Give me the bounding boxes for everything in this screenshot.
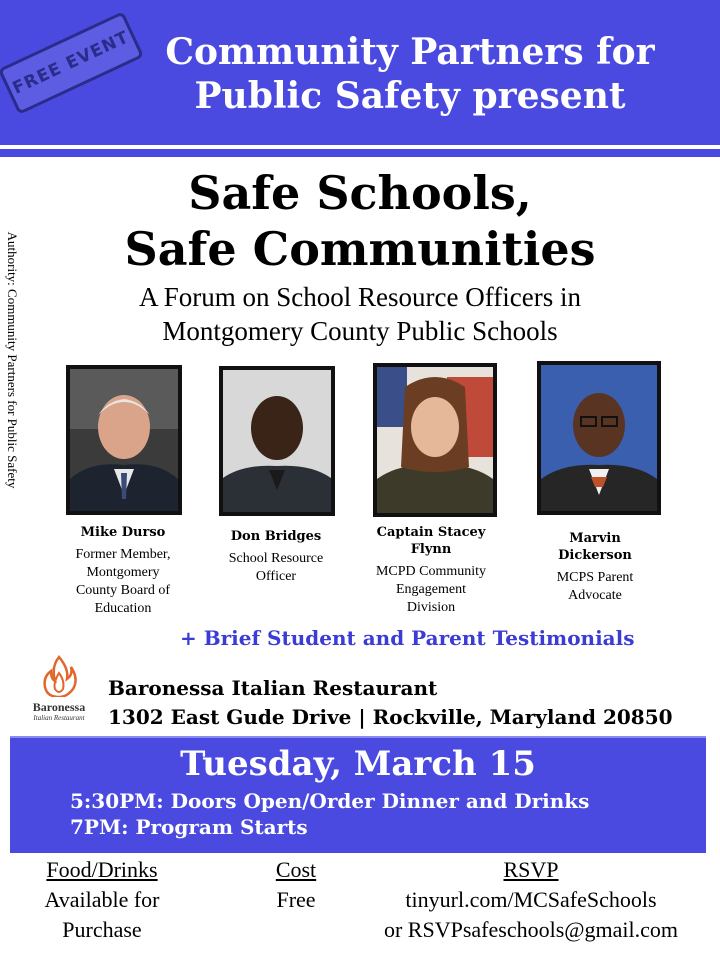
speaker-role-line: County Board of (75, 583, 171, 598)
food-drinks-label: Food/Drinks (46, 857, 158, 882)
speaker-role-line: Former Member, (75, 547, 171, 562)
speaker-name (360, 524, 502, 558)
food-drinks-column (18, 855, 186, 945)
speaker-photo-flynn (373, 363, 497, 517)
speaker-role (360, 563, 502, 617)
doors-open-time: 5:30PM: Doors Open/Order Dinner and Drinks (70, 789, 590, 813)
speaker-role-line: MCPD Community (375, 564, 487, 579)
title-line2: Safe Communities (124, 222, 596, 276)
speaker-role-line: Engagement (396, 582, 466, 597)
header-stripe-gap (0, 145, 720, 149)
speaker-role-line: Advocate (568, 588, 622, 603)
speaker-role-line: Education (94, 601, 152, 616)
speaker-name-line: Dickerson (558, 548, 632, 563)
speaker-name-line: Captain Stacey (376, 525, 486, 540)
food-drinks-line2: Purchase (62, 917, 142, 942)
speaker-card-flynn (360, 524, 502, 617)
restaurant-logo (26, 655, 92, 725)
rsvp-url[interactable]: tinyurl.com/MCSafeSchools (405, 887, 657, 912)
speaker-role-line: School Resource (228, 551, 324, 566)
cost-value: Free (276, 887, 316, 912)
title-line1: Safe Schools, (188, 166, 532, 220)
header-title-line2: Public Safety present (194, 75, 626, 117)
speaker-name: Don Bridges (230, 529, 322, 544)
event-times (70, 788, 589, 840)
speaker-name: Mike Durso (80, 525, 166, 540)
venue-name: Baronessa Italian Restaurant (108, 676, 438, 700)
venue-address: 1302 East Gude Drive | Rockville, Maryland 20850 (108, 705, 673, 729)
authority-note: Authority: Community Partners for Public Safety (5, 231, 20, 489)
subtitle-line1: A Forum on School Resource Officers in (139, 282, 581, 312)
speaker-role-line: Officer (255, 569, 297, 584)
flame-icon (39, 655, 79, 697)
page-subtitle (40, 280, 680, 348)
speaker-role-line: MCPS Parent (556, 570, 634, 585)
speaker-role (206, 550, 346, 586)
speaker-card-dickerson (530, 530, 660, 605)
logo-tagline: Italian Restaurant (33, 714, 85, 722)
venue-info (108, 674, 673, 732)
event-date: Tuesday, March 15 (180, 744, 536, 784)
rsvp-column (356, 855, 706, 945)
speaker-role-line: Montgomery (86, 565, 160, 580)
divider (10, 852, 706, 853)
speaker-photo-dickerson (537, 361, 661, 515)
subtitle-line2: Montgomery County Public Schools (162, 316, 558, 346)
cost-column (246, 855, 346, 915)
speaker-photo-bridges (219, 366, 335, 516)
speaker-card-bridges (206, 528, 346, 586)
speaker-photo-durso (66, 365, 182, 515)
header-title-line1: Community Partners for (165, 31, 655, 73)
speaker-role (530, 569, 660, 605)
free-event-stamp: FREE EVENT (0, 11, 144, 115)
logo-name: Baronessa (32, 700, 86, 714)
speaker-card-durso (52, 524, 194, 618)
speaker-name-line: Flynn (410, 542, 452, 557)
speaker-role (52, 546, 194, 618)
speaker-role-line: Division (406, 600, 456, 615)
program-start-time: 7PM: Program Starts (70, 815, 308, 839)
speaker-name-line: Marvin (569, 531, 621, 546)
header-title (110, 30, 710, 118)
rsvp-email[interactable]: or RSVPsafeschools@gmail.com (383, 917, 678, 942)
testimonials-note: + Brief Student and Parent Testimonials (180, 626, 635, 650)
food-drinks-line1: Available for (44, 887, 160, 912)
page-title (0, 165, 720, 277)
speaker-name (530, 530, 660, 564)
rsvp-label: RSVP (503, 857, 559, 882)
cost-label: Cost (275, 857, 317, 882)
